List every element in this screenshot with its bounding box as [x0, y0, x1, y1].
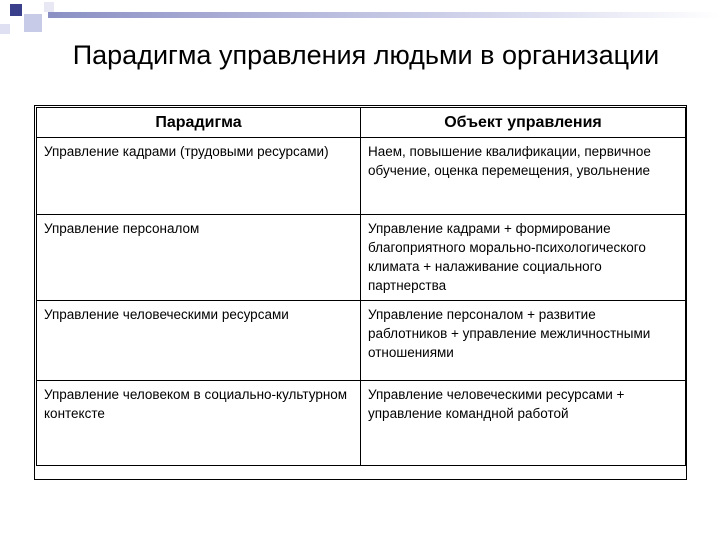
decor-square	[24, 14, 42, 32]
header-paradigm: Парадигма	[37, 108, 361, 138]
table-row	[37, 301, 686, 381]
decor-square	[0, 24, 10, 34]
cell-object: Управление человеческими ресурсами + управление командной работой	[361, 381, 686, 466]
cell-paradigm: Управление кадрами (трудовыми ресурсами)	[37, 138, 361, 215]
table-row	[37, 381, 686, 466]
cell-object: Управление кадрами + формирование благоприятного морально-психологического климата + налаживание социального партнерства	[361, 215, 686, 301]
cell-paradigm: Управление человеком в социально-культурном контексте	[37, 381, 361, 466]
paradigm-table	[36, 107, 686, 466]
decor-square	[44, 2, 54, 12]
cell-object: Управление персоналом + развитие раблотников + управление межличностными отношениями	[361, 301, 686, 381]
cell-paradigm: Управление человеческими ресурсами	[37, 301, 361, 381]
slide-title: Парадигма управления людьми в организации	[72, 40, 660, 70]
table-row	[37, 215, 686, 301]
header-object: Объект управления	[361, 108, 686, 138]
cell-object: Наем, повышение квалификации, первичное обучение, оценка перемещения, увольнение	[361, 138, 686, 215]
decor-top-bar	[48, 12, 720, 18]
cell-paradigm: Управление персоналом	[37, 215, 361, 301]
table-header-row	[37, 108, 686, 138]
table-row	[37, 138, 686, 215]
decor-square	[10, 4, 22, 16]
